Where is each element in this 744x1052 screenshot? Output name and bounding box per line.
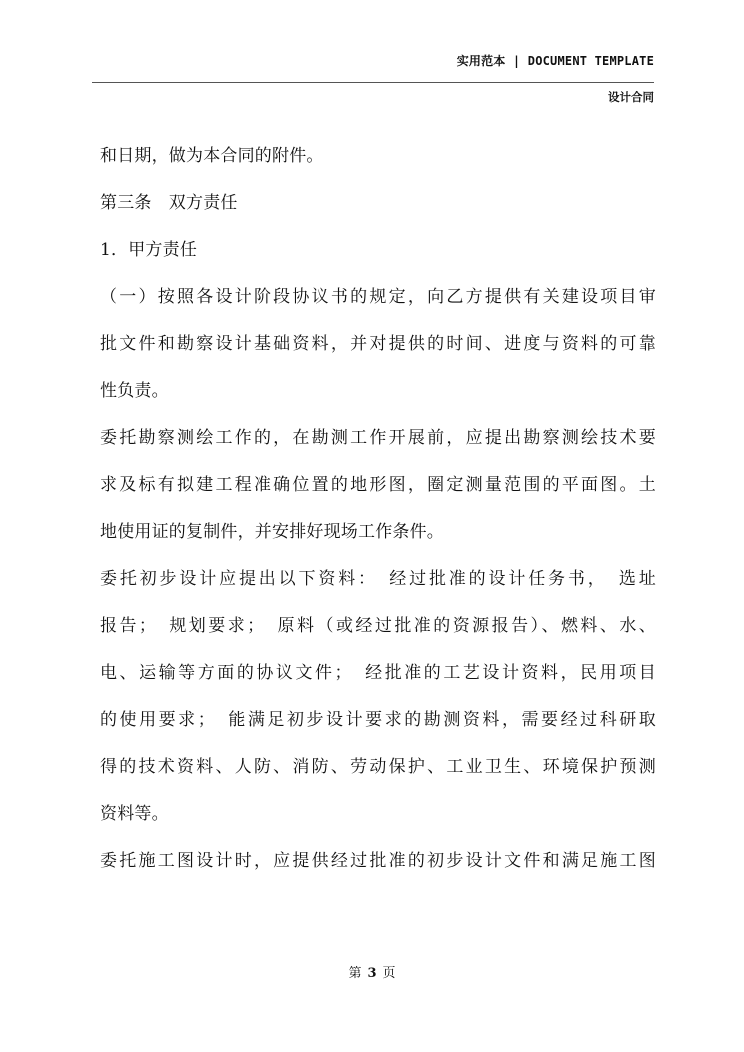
body-line: 资料等。: [100, 804, 169, 824]
page-number: 3: [367, 966, 377, 981]
body-line: 的使用要求； 能满足初步设计要求的勘测资料，需要经过科研取: [100, 710, 656, 730]
header-title: 实用范本 | DOCUMENT TEMPLATE: [456, 54, 654, 68]
body-line: 委托施工图设计时，应提供经过批准的初步设计文件和满足施工图: [100, 851, 656, 871]
document-body: [100, 140, 656, 892]
header-divider: [92, 82, 654, 83]
body-line: 电、运输等方面的协议文件； 经批准的工艺设计资料，民用项目: [100, 663, 656, 683]
subsection-heading: 1．甲方责任: [100, 240, 198, 260]
page-header: [92, 52, 654, 105]
page-prefix: 第: [348, 966, 362, 981]
body-line: 和日期，做为本合同的附件。: [100, 146, 324, 166]
header-subtitle: 设计合同: [608, 90, 654, 104]
body-line: 委托初步设计应提出以下资料： 经过批准的设计任务书， 选址: [100, 569, 656, 589]
page-suffix: 页: [382, 966, 396, 981]
body-line: 得的技术资料、人防、消防、劳动保护、工业卫生、环境保护预测: [100, 757, 656, 777]
body-line: 性负责。: [100, 381, 169, 401]
body-line: 报告； 规划要求； 原料（或经过批准的资源报告）、燃料、水、: [100, 616, 656, 636]
body-line: 批文件和勘察设计基础资料，并对提供的时间、进度与资料的可靠: [100, 334, 656, 354]
section-heading: 第三条 双方责任: [100, 193, 238, 213]
page-footer: [0, 965, 744, 983]
body-line: 地使用证的复制件，并安排好现场工作条件。: [100, 522, 444, 542]
body-line: 求及标有拟建工程准确位置的地形图，圈定测量范围的平面图。土: [100, 475, 656, 495]
body-line: 委托勘察测绘工作的，在勘测工作开展前，应提出勘察测绘技术要: [100, 428, 656, 448]
body-line: （一）按照各设计阶段协议书的规定，向乙方提供有关建设项目审: [100, 287, 656, 307]
